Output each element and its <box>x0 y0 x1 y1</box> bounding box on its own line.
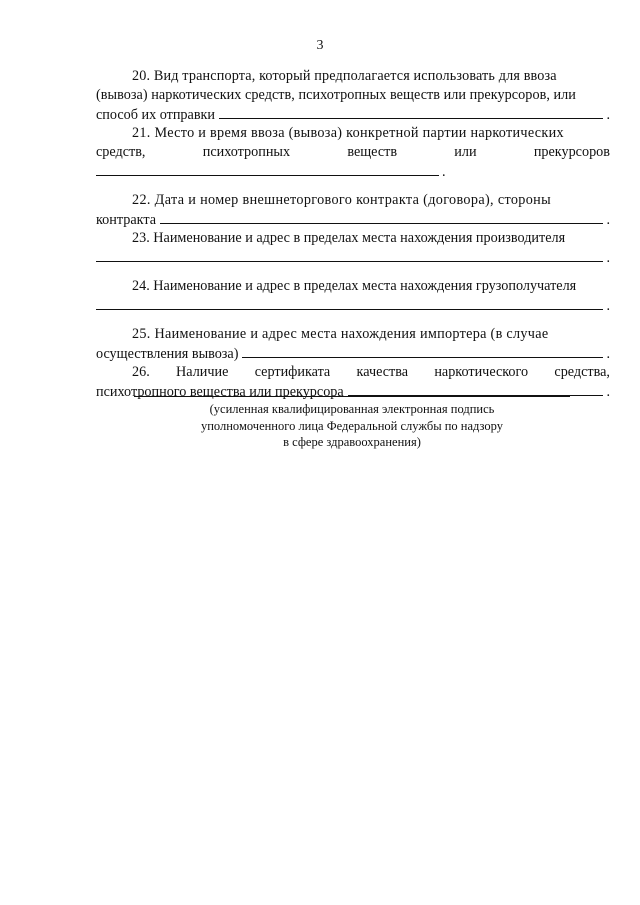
item-21-line-1 <box>96 124 610 143</box>
item-26-line-2 <box>96 382 610 401</box>
item-24-text-1: 24. Наименование и адрес в пределах места нахождения грузополучателя <box>132 278 577 294</box>
item-20-text-2: (вывоза) наркотических средств, психотропных веществ или прекурсоров, или <box>96 87 576 103</box>
item-25-line-2 <box>96 344 610 363</box>
item-22-text-2: контракта <box>96 212 156 228</box>
item-26-word: наркотического <box>434 364 529 380</box>
contract-field[interactable] <box>160 210 603 224</box>
item-22-line-2 <box>96 210 610 229</box>
manufacturer-field[interactable] <box>96 248 603 262</box>
item-20-line-2 <box>96 86 610 105</box>
period-mark: . <box>606 212 610 228</box>
item-22-text-1: 22. Дата и номер внешнеторгового контракта (договора), стороны <box>132 192 552 208</box>
item-26-word: средства, <box>554 364 610 380</box>
importer-field[interactable] <box>242 344 603 358</box>
signature-caption-line-1: (усиленная квалифицированная электронная подпись <box>209 402 495 416</box>
item-20-text-1: 20. Вид транспорта, который предполагается использовать для ввоза <box>132 68 557 84</box>
import-place-time-field[interactable] <box>96 162 439 176</box>
item-23-line-2 <box>96 248 610 267</box>
item-24-line-2 <box>96 296 610 315</box>
signature-caption-line-2: уполномоченного лица Федеральной службы по надзору <box>200 418 503 433</box>
period-mark: . <box>606 346 610 362</box>
item-26-word: качества <box>356 364 409 380</box>
item-25-line-1 <box>96 325 610 344</box>
item-21-word: веществ <box>347 144 398 160</box>
item-25-text-2: осуществления вывоза) <box>96 346 239 362</box>
item-21-text-1: 21. Место и время ввоза (вывоза) конкретной партии наркотических <box>132 125 564 141</box>
item-26-word: Наличие <box>176 364 229 380</box>
period-mark: . <box>606 384 610 400</box>
item-21-line-2 <box>96 143 610 162</box>
item-26-word: сертификата <box>254 364 331 380</box>
item-21-line-3 <box>96 162 610 181</box>
page-number: 3 <box>316 38 324 53</box>
item-23-line-1 <box>96 229 610 248</box>
item-20-line-3 <box>96 105 610 124</box>
item-26-text-2: психотропного вещества или прекурсора <box>96 384 344 400</box>
signature-caption-line-3: в сфере здравоохранения) <box>283 435 421 449</box>
form-fields <box>96 67 610 401</box>
signature-line <box>134 396 570 397</box>
certificate-field[interactable] <box>348 382 604 396</box>
transport-type-field[interactable] <box>219 105 603 119</box>
item-21-word: или <box>454 144 477 160</box>
period-mark: . <box>606 298 610 314</box>
period-mark: . <box>606 250 610 266</box>
item-21-word: прекурсоров <box>533 144 610 160</box>
item-24-line-1 <box>96 277 610 296</box>
item-20-text-3: способ их отправки <box>96 107 216 123</box>
item-25-text-1: 25. Наименование и адрес места нахождения импортера (в случае <box>132 326 549 342</box>
item-23-text-1: 23. Наименование и адрес в пределах места нахождения производителя <box>132 230 566 246</box>
item-21-word: средств, <box>96 144 146 160</box>
item-26-line-1 <box>96 363 610 382</box>
item-22-line-1 <box>96 191 610 210</box>
item-20-line-1 <box>96 67 610 86</box>
item-26-word: 26. <box>132 364 150 380</box>
consignee-field[interactable] <box>96 296 603 310</box>
item-21-word: психотропных <box>202 144 291 160</box>
period-mark: . <box>442 164 446 180</box>
signature-caption <box>134 401 570 451</box>
period-mark: . <box>606 107 610 123</box>
